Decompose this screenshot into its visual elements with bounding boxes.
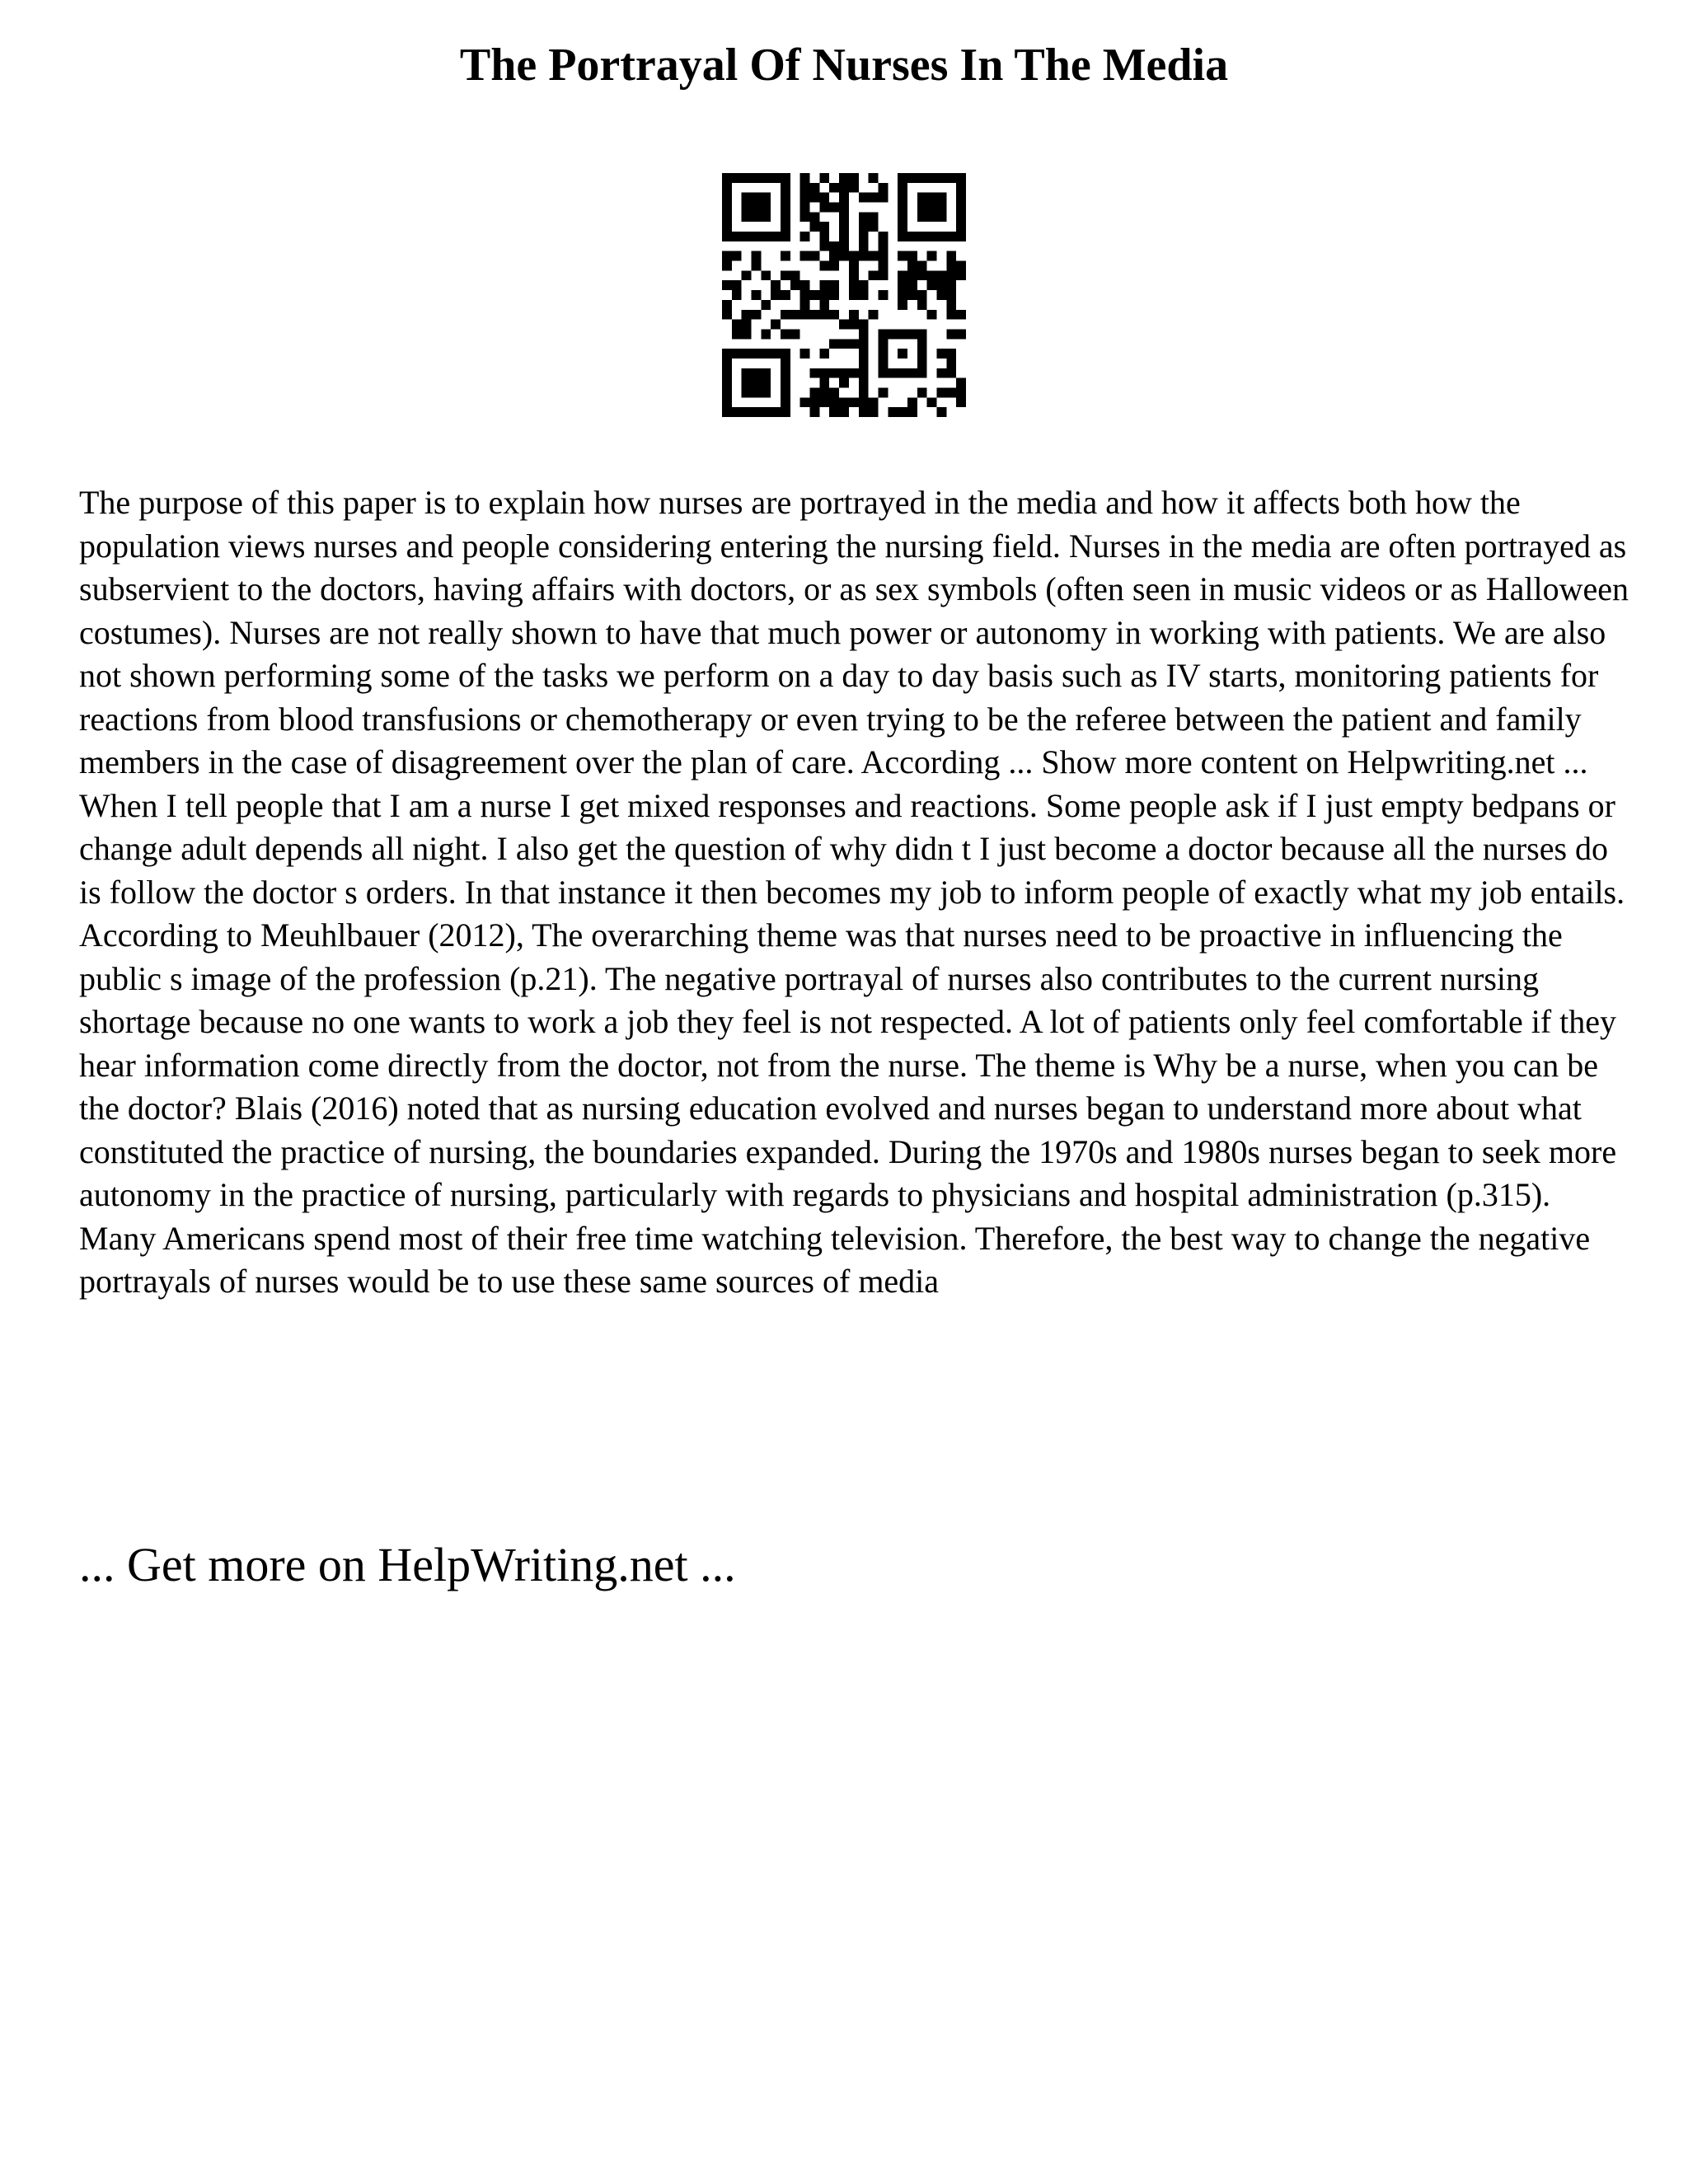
qr-code-icon [722, 173, 966, 417]
document-body [79, 481, 1629, 1304]
document-title: The Portrayal Of Nurses In The Media [459, 40, 1229, 91]
paragraph: The purpose of this paper is to explain how nurses are portrayed in the media and how it affects both how the population views nurses and people considering entering the nursing field. Nurses in the media are often portrayed as subservient to the doctors, having affairs with doctors, or as sex symbols (often seen in music videos or as Halloween costumes). Nurses are not really shown to have that much power or autonomy in working with patients. We are also not shown performing some of the tasks we perform on a day to day basis such as IV starts, monitoring patients for reactions from blood transfusions or chemotherapy or even trying to be the referee between the patient and family members in the case of disagreement over the plan of care. According ... Show more content on Helpwriting.net ... [79, 484, 1629, 780]
get-more-link[interactable]: ... Get more on HelpWriting.net ... [79, 1538, 736, 1591]
paragraph: When I tell people that I am a nurse I get mixed responses and reactions. Some people ask if I just empty bedpans or change adult depends all night. I also get the question of why didn t I just become a doctor because all the nurses do is follow the doctor s orders. In that instance it then becomes my job to inform people of exactly what my job entails. According to Meuhlbauer (2012), The overarching theme was that nurses need to be proactive in influencing the public s image of the profession (p.21). The negative portrayal of nurses also contributes to the current nursing shortage because no one wants to work a job they feel is not respected. A lot of patients only feel comfortable if they hear information come directly from the doctor, not from the nurse. The theme is Why be a nurse, when you can be the doctor? Blais (2016) noted that as nursing education evolved and nurses began to understand more about what constituted the practice of nursing, the boundaries expanded. During the 1970s and 1980s nurses began to seek more autonomy in the practice of nursing, particularly with regards to physicians and hospital administration (p.315). Many Americans spend most of their free time watching television. Therefore, the best way to change the negative portrayals of nurses would be to use these same sources of media [79, 786, 1625, 1300]
